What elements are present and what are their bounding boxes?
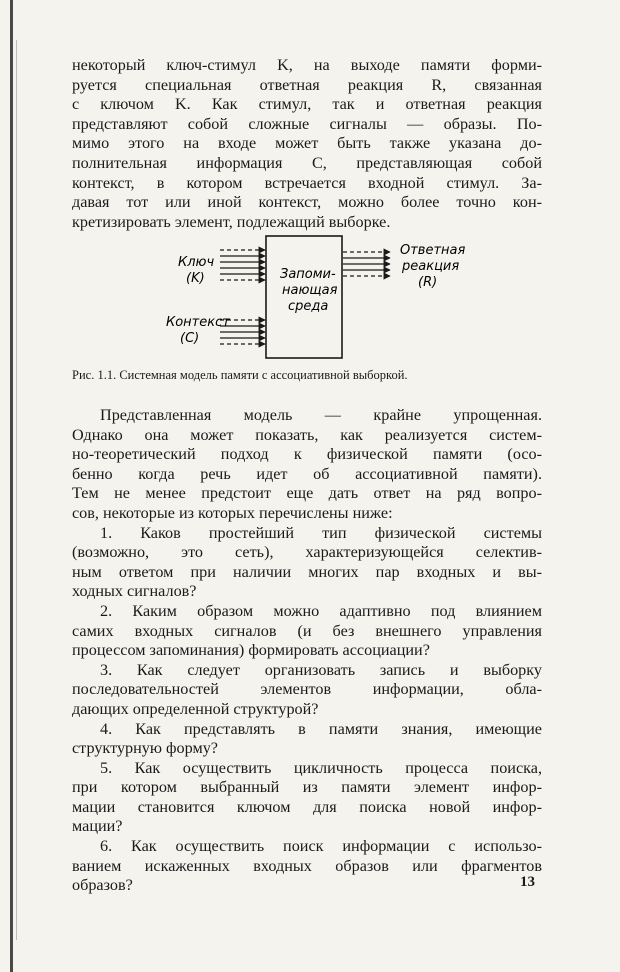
text-line: ванием искаженных входных образов или фрагментов [72, 856, 542, 875]
text-line: образов? [72, 876, 133, 895]
key-symbol: (K) [186, 271, 205, 286]
memory-model-diagram [140, 232, 480, 362]
text-line: мации становится ключом для поиска новой инфор- [72, 797, 542, 816]
memory-label-line: Запоми- [280, 267, 336, 282]
list-item-3: 3. Как следует организовать запись и выборку [100, 660, 542, 679]
key-label: Ключ [178, 255, 215, 270]
context-symbol: (C) [180, 331, 200, 346]
text-line: с ключом K. Как стимул, так и ответная реакция [72, 95, 542, 114]
list-item-5: 5. Как осуществить цикличность процесса поиска, [100, 758, 542, 777]
text-line: некоторый ключ-стимул K, на выходе памяти форми- [72, 56, 542, 74]
paragraph-2 [72, 406, 542, 896]
text-line: ходных сигналов? [72, 582, 197, 601]
text-line: Тем не менее предстоит еще дать ответ на ряд вопро- [72, 484, 542, 503]
text-line: структурную форму? [72, 739, 218, 758]
text-line: сов, некоторые из которых перечислены ниже: [72, 503, 393, 522]
text-line: но-теоретический подход к физической памяти (осо- [72, 445, 542, 464]
memory-label-line: среда [288, 299, 329, 314]
text-line: мимо этого на входе может быть также указана до- [72, 134, 542, 153]
text-line: самих входных сигналов (и без внешнего управления [72, 621, 542, 640]
text-line: бенно когда речь идет об ассоциативной памяти). [72, 464, 542, 483]
text-line: мации? [72, 817, 123, 836]
text-line: Однако она может показать, как реализуется систем- [72, 425, 542, 444]
text-line: при котором выбранный из памяти элемент инфор- [72, 778, 542, 797]
list-item-2: 2. Каким образом можно адаптивно под влиянием [100, 601, 542, 620]
figure-caption: Рис. 1.1. Системная модель памяти с ассоциативной выборкой. [72, 368, 408, 382]
list-item-1: 1. Каков простейший тип физической системы [100, 523, 542, 542]
memory-model-figure [140, 232, 480, 362]
paragraph-1 [72, 56, 542, 232]
text-line: полнительная информация C, представляющая собой [72, 153, 542, 172]
text-line: (возможно, это сеть), характеризующейся селектив- [72, 543, 542, 562]
text-line: Представленная модель — крайне упрощенная. [100, 406, 542, 424]
text-line: ным ответом при наличии многих пар входных и вы- [72, 562, 542, 581]
text-line: давая тот или иной контекст, можно более точно кон- [72, 193, 542, 212]
context-label: Контекст [166, 315, 230, 330]
text-line: контекст, в котором встречается входной стимул. За- [72, 173, 542, 192]
page-binding-shadow [16, 40, 17, 940]
page-binding-edge [10, 0, 13, 972]
list-item-4: 4. Как представлять в памяти знания, имеющие [100, 719, 542, 738]
text-line: кретизировать элемент, подлежащий выборке. [72, 212, 391, 231]
response-output-arrows [343, 252, 390, 276]
text-line: последовательностей элементов информации, обла- [72, 680, 542, 699]
memory-label-line: нающая [282, 283, 338, 298]
response-label-line: реакция [402, 259, 460, 274]
response-label-line: Ответная [400, 243, 466, 258]
page-number: 13 [520, 874, 535, 890]
key-input-arrows [220, 250, 265, 280]
text-line: дающих определенной структурой? [72, 699, 319, 718]
text-line: руется специальная ответная реакция R, связанная [72, 75, 542, 94]
text-line: представляют собой сложные сигналы — образы. По- [72, 114, 542, 133]
list-item-6: 6. Как осуществить поиск информации с использо- [100, 837, 542, 856]
response-symbol: (R) [418, 275, 438, 290]
text-line: процессом запоминания) формировать ассоциации? [72, 641, 430, 660]
